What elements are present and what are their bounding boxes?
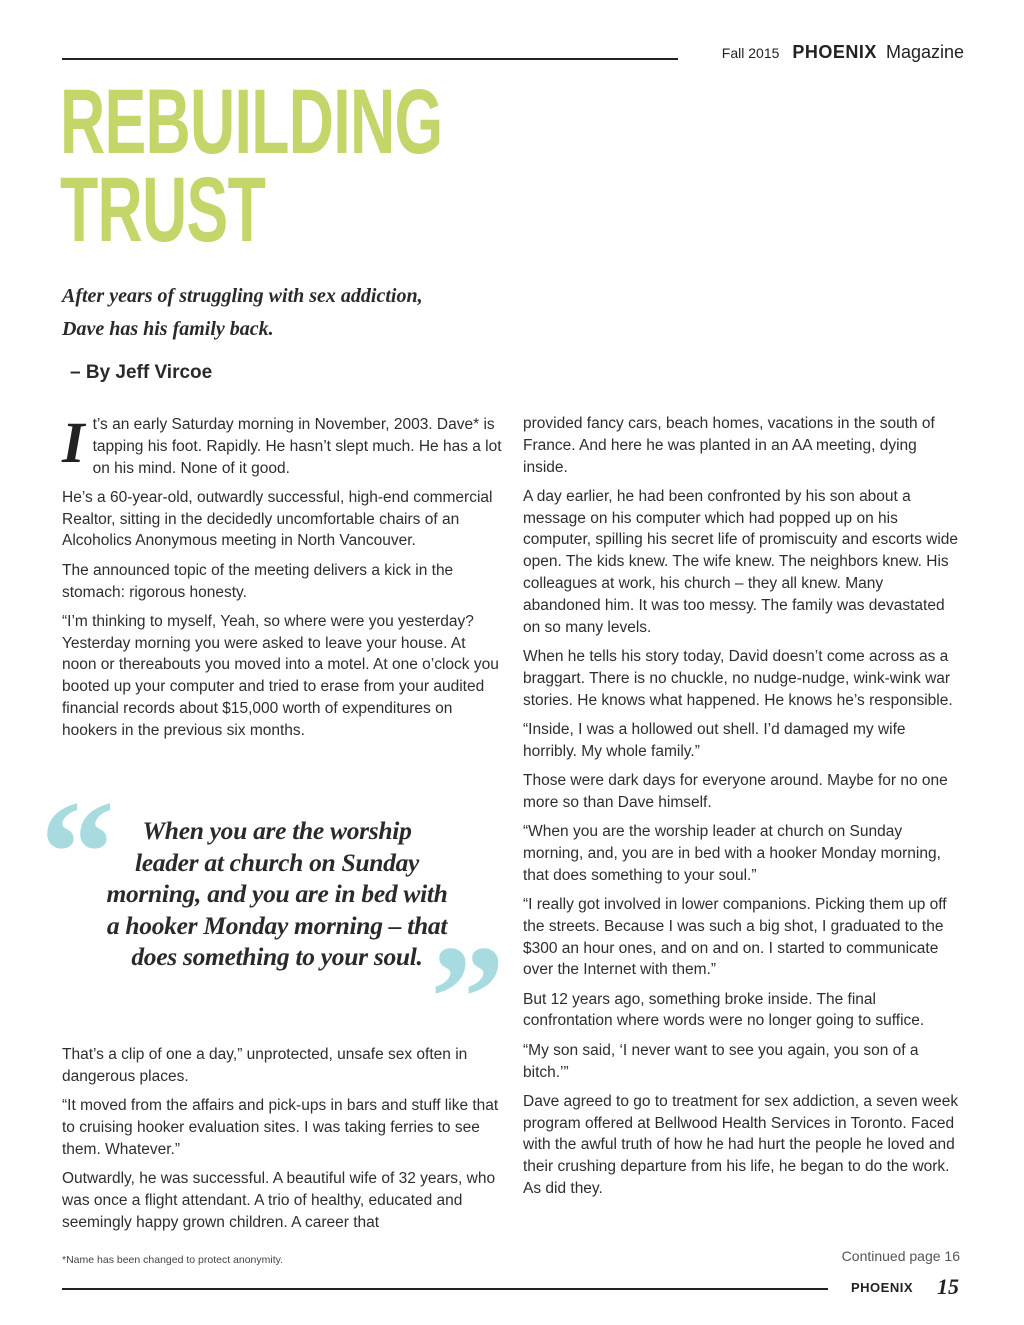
- footer-brand: PHOENIX: [851, 1280, 914, 1295]
- masthead: [722, 42, 964, 63]
- byline: – By Jeff Vircoe: [70, 362, 213, 383]
- pull-quote-line: does something to your soul.: [131, 942, 423, 971]
- article-paragraph: A day earlier, he had been confronted by his son about a message on his computer which had popped up on his computer, spilling his secret life of promiscuity and escorts wide open. The kids knew. The wife knew. The neighbors knew. His colleagues at work, his church – they all knew. Many abandoned him. It was too messy. The family was devastated on so many levels.: [523, 487, 959, 636]
- continued-link[interactable]: Continued page 16: [841, 1248, 960, 1264]
- article-paragraph: “I really got involved in lower companions. Picking them up off the streets. Because I was such a big shot, I graduated to the $300 an hour ones, and on and on. I started to communicate over the Internet with them.”: [523, 895, 947, 979]
- pull-quote-line: When you are the worship: [142, 816, 412, 845]
- article-column-left-bottom: [62, 1044, 502, 1241]
- article-column-left-top: [62, 410, 502, 749]
- article-column-right: [523, 413, 963, 1207]
- article-paragraph: He’s a 60-year-old, outwardly successful, high-end commercial Realtor, sitting in the decidedly uncomfortable chairs of an Alcoholics Anonymous meeting in North Vancouver.: [62, 488, 493, 550]
- masthead-brand: PHOENIX: [792, 42, 877, 62]
- footnote: *Name has been changed to protect anonymity.: [62, 1254, 284, 1266]
- article-paragraph: Dave agreed to go to treatment for sex addiction, a seven week program offered at Bellwood Health Services in Toronto. Faced with the awful truth of how he had hurt the people he loved and their crushing departure from his life, he began to do the work. As did they.: [523, 1092, 959, 1197]
- headline: [60, 71, 443, 261]
- issue-date: Fall 2015: [721, 45, 780, 61]
- article-paragraph: Outwardly, he was successful. A beautiful wife of 32 years, who was once a flight attendant. A trio of healthy, educated and seemingly happy grown children. A career that: [62, 1169, 496, 1231]
- drop-cap: I: [62, 410, 85, 475]
- dek: [62, 280, 522, 346]
- pull-quote: [62, 815, 492, 973]
- article-paragraph: “Inside, I was a hollowed out shell. I’d damaged my wife horribly. My whole family.”: [523, 720, 906, 760]
- masthead-magazine: Magazine: [885, 42, 964, 62]
- article-paragraph: “It moved from the affairs and pick-ups in bars and stuff like that to cruising hooker evaluation sites. I was taking ferries to see them. Whatever.”: [62, 1097, 499, 1158]
- article-paragraph: “When you are the worship leader at church on Sunday morning, and, you are in bed with a hooker Monday morning, that does something to your soul.”: [523, 823, 941, 884]
- article-paragraph: Those were dark days for everyone around. Maybe for no one more so than Dave himself.: [523, 771, 948, 811]
- top-rule: [62, 58, 678, 60]
- pull-quote-line: a hooker Monday morning – that: [106, 910, 448, 940]
- headline-line-2: TRUST: [60, 159, 266, 261]
- article-paragraph: “I’m thinking to myself, Yeah, so where were you yesterday? Yesterday morning you were asked to leave your house. At noon or thereabouts you moved into a motel. At one o’clock you booted up your computer and tried to erase from your audited financial records about $15,000 worth of expenditures on hookers in the previous six months.: [62, 612, 499, 739]
- article-paragraph: It’s an early Saturday morning in November, 2003. Dave* is tapping his foot. Rapidly. He hasn’t slept much. He has a lot on his mind. None of it good.: [62, 410, 502, 477]
- article-paragraph: The announced topic of the meeting delivers a kick in the stomach: rigorous honesty.: [62, 561, 454, 601]
- headline-line-1: REBUILDING: [60, 71, 443, 173]
- pull-quote-line: leader at church on Sunday: [134, 847, 420, 877]
- article-paragraph: That’s a clip of one a day,” unprotected, unsafe sex often in dangerous places.: [62, 1046, 468, 1085]
- article-paragraph: But 12 years ago, something broke inside. The final confrontation where words were no longer going to suffice.: [523, 990, 925, 1030]
- article-paragraph: “My son said, ‘I never want to see you again, you son of a bitch.’”: [523, 1041, 919, 1081]
- dek-line-2: Dave has his family back.: [62, 318, 274, 340]
- bottom-rule: [62, 1288, 828, 1290]
- article-paragraph: When he tells his story today, David doesn’t come across as a braggart. There is no chuckle, no nudge-nudge, wink-wink war stories. He knows what happened. He knows he’s responsible.: [523, 647, 953, 709]
- article-paragraph: provided fancy cars, beach homes, vacations in the south of France. And here he was planted in an AA meeting, dying inside.: [523, 415, 935, 476]
- open-quote-mark: “: [40, 770, 115, 936]
- pull-quote-line: morning, and you are in bed with: [106, 879, 448, 908]
- close-quote-mark: ”: [430, 915, 505, 1081]
- dek-line-1: After years of struggling with sex addiction,: [62, 285, 423, 307]
- page-number: 15: [937, 1274, 959, 1299]
